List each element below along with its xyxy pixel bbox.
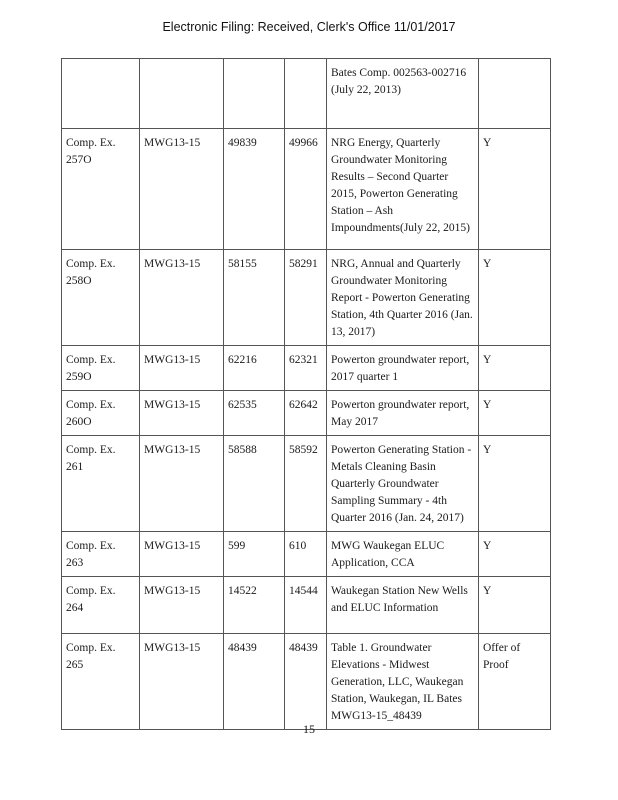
description-cell: Bates Comp. 002563-002716 (July 22, 2013) [327,59,479,129]
admitted-cell: Y [479,129,551,250]
bates-start-cell: 49839 [224,129,285,250]
bates-end-cell: 58592 [285,436,327,532]
admitted-cell: Y [479,436,551,532]
bates-end-cell: 62642 [285,391,327,436]
bates-prefix-cell: MWG13-15 [140,634,224,730]
bates-start-cell [224,59,285,129]
admitted-cell: Y [479,250,551,346]
bates-end-cell: 14544 [285,577,327,634]
description-cell: Powerton groundwater report, May 2017 [327,391,479,436]
description-cell: MWG Waukegan ELUC Application, CCA [327,532,479,577]
bates-prefix-cell: MWG13-15 [140,250,224,346]
exhibit-number-cell: Comp. Ex. 263 [62,532,140,577]
bates-start-cell: 48439 [224,634,285,730]
description-cell: Table 1. Groundwater Elevations - Midwest Generation, LLC, Waukegan Station, Waukegan, IL Bates MWG13-15_48439 [327,634,479,730]
bates-prefix-cell: MWG13-15 [140,129,224,250]
table-row [62,129,551,250]
table-row [62,346,551,391]
bates-end-cell: 58291 [285,250,327,346]
table-row [62,532,551,577]
admitted-cell: Y [479,346,551,391]
exhibit-number-cell: Comp. Ex. 258O [62,250,140,346]
table-row [62,250,551,346]
exhibit-number-cell: Comp. Ex. 261 [62,436,140,532]
bates-prefix-cell: MWG13-15 [140,532,224,577]
exhibit-table [61,58,551,730]
table-row [62,634,551,730]
description-cell: Waukegan Station New Wells and ELUC Information [327,577,479,634]
bates-prefix-cell: MWG13-15 [140,577,224,634]
bates-prefix-cell: MWG13-15 [140,436,224,532]
table-row [62,577,551,634]
bates-prefix-cell: MWG13-15 [140,391,224,436]
bates-start-cell: 62535 [224,391,285,436]
exhibit-number-cell: Comp. Ex. 265 [62,634,140,730]
exhibit-number-cell: Comp. Ex. 264 [62,577,140,634]
table-row [62,436,551,532]
admitted-cell: Y [479,532,551,577]
bates-start-cell: 14522 [224,577,285,634]
bates-end-cell [285,59,327,129]
description-cell: Powerton groundwater report, 2017 quarter 1 [327,346,479,391]
exhibit-number-cell: Comp. Ex. 259O [62,346,140,391]
table-row [62,59,551,129]
bates-start-cell: 58588 [224,436,285,532]
admitted-cell [479,59,551,129]
bates-start-cell: 599 [224,532,285,577]
description-cell: NRG, Annual and Quarterly Groundwater Monitoring Report - Powerton Generating Station, 4th Quarter 2016 (Jan. 13, 2017) [327,250,479,346]
bates-start-cell: 58155 [224,250,285,346]
bates-end-cell: 49966 [285,129,327,250]
description-cell: NRG Energy, Quarterly Groundwater Monitoring Results – Second Quarter 2015, Powerton Generating Station – Ash Impoundments(July 22, 2015) [327,129,479,250]
page-number: 15 [303,722,315,736]
table-row [62,391,551,436]
admitted-cell: Y [479,391,551,436]
exhibit-number-cell: Comp. Ex. 260O [62,391,140,436]
filing-stamp-header: Electronic Filing: Received, Clerk's Office 11/01/2017 [162,20,456,34]
exhibit-number-cell: Comp. Ex. 257O [62,129,140,250]
bates-end-cell: 48439 [285,634,327,730]
bates-prefix-cell: MWG13-15 [140,346,224,391]
description-cell: Powerton Generating Station - Metals Cleaning Basin Quarterly Groundwater Sampling Summary - 4th Quarter 2016 (Jan. 24, 2017) [327,436,479,532]
bates-end-cell: 62321 [285,346,327,391]
bates-start-cell: 62216 [224,346,285,391]
exhibit-number-cell [62,59,140,129]
bates-prefix-cell [140,59,224,129]
admitted-cell: Y [479,577,551,634]
bates-end-cell: 610 [285,532,327,577]
admitted-cell: Offer of Proof [479,634,551,730]
